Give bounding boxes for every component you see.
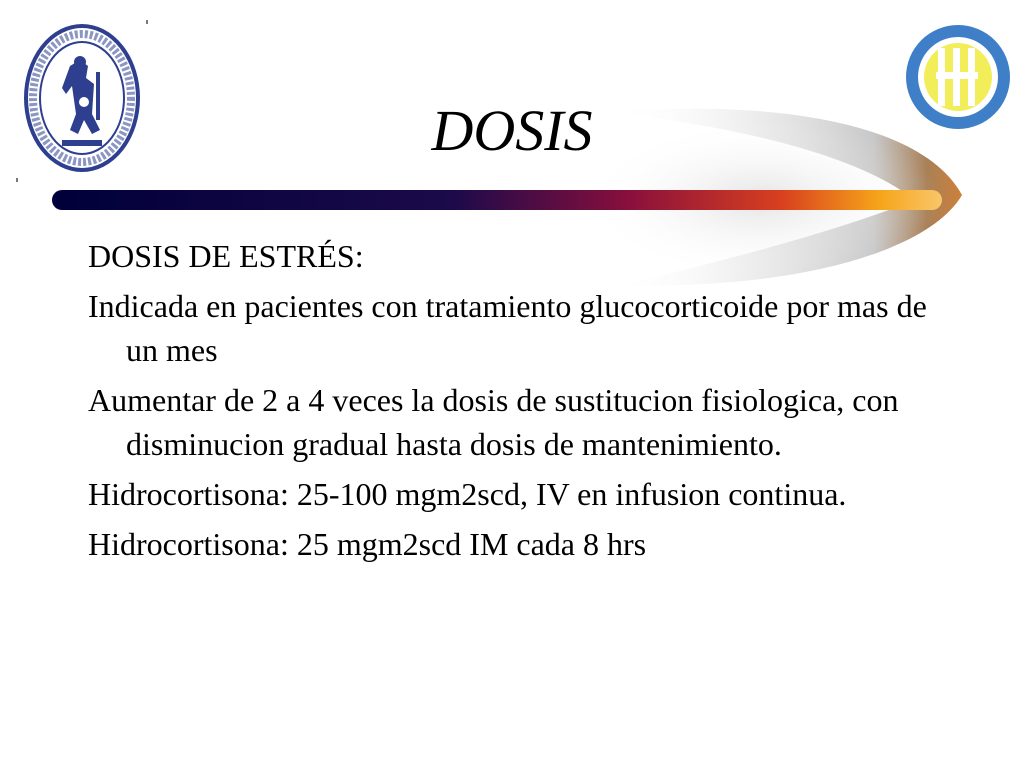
paragraph-stress-dose-heading: DOSIS DE ESTRÉS: — [88, 238, 364, 274]
paragraph-indication: Indicada en pacientes con tratamiento glucocorticoide por mas de un mes — [88, 288, 927, 368]
speck-mark — [146, 20, 148, 24]
speck-mark — [16, 178, 18, 182]
paragraph-increase-dose: Aumentar de 2 a 4 veces la dosis de sustitucion fisiologica, con disminucion gradual hasta dosis de mantenimiento. — [88, 382, 899, 462]
slide-title: DOSIS — [431, 98, 593, 163]
paragraph-hydrocortisone-im: Hidrocortisona: 25 mgm2scd IM cada 8 hrs — [88, 526, 647, 562]
paragraph-hydrocortisone-iv: Hidrocortisona: 25-100 mgm2scd, IV en infusion continua. — [88, 476, 847, 512]
comet-bar-shape — [52, 190, 942, 210]
slide-body — [88, 234, 928, 572]
